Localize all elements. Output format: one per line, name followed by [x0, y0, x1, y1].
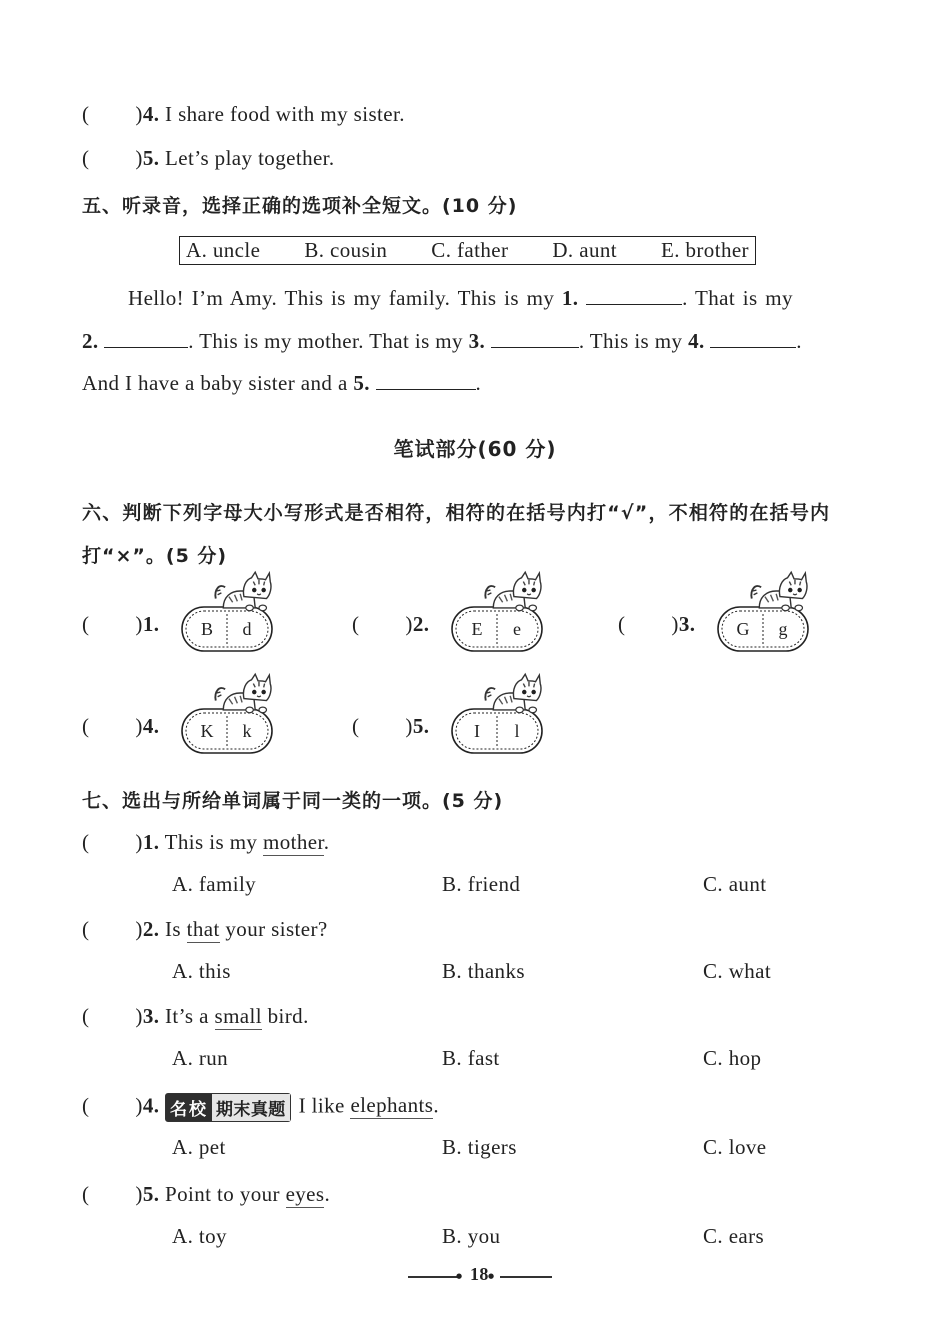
option-b[interactable]: B. fast — [442, 1046, 500, 1070]
footer-rule-left — [408, 1276, 460, 1278]
answer-paren-close: ) — [135, 146, 143, 170]
question-number: 3. — [142, 1004, 160, 1028]
passage-text: . — [475, 371, 482, 395]
underlined-word: mother — [262, 830, 324, 854]
item-number: 5. — [412, 714, 430, 738]
answer-paren-open[interactable]: ( — [82, 146, 90, 170]
letter-lower: l — [514, 721, 520, 741]
letter-upper: E — [471, 619, 483, 639]
letter-lower: k — [242, 721, 252, 741]
tag-school: 名校 — [166, 1094, 212, 1121]
cat-icon — [212, 672, 274, 714]
blank-number: 2. — [82, 329, 99, 353]
option-a[interactable]: A. this — [172, 959, 231, 983]
question-pre: This is my — [164, 830, 263, 854]
item-number: 4. — [142, 714, 160, 738]
blank-number: 3. — [468, 329, 486, 353]
cat-icon — [482, 570, 544, 612]
answer-paren-open[interactable]: ( — [352, 714, 360, 738]
cat-icon — [482, 672, 544, 714]
question-number: 5. — [142, 1182, 160, 1206]
item-number: 2. — [412, 612, 430, 636]
answer-paren-close: ) — [135, 1004, 143, 1028]
option-box — [179, 236, 756, 265]
question-pre: Is — [165, 917, 187, 941]
question-post: your sister? — [219, 917, 328, 941]
question-number: 5. — [142, 146, 160, 170]
question-number: 2. — [142, 917, 160, 941]
blank-number: 5. — [353, 371, 370, 395]
answer-paren-open[interactable]: ( — [352, 612, 360, 636]
option: B. cousin — [304, 238, 388, 262]
question-row — [82, 1004, 309, 1029]
question-row — [82, 146, 335, 171]
question-post: . — [324, 1182, 331, 1206]
cat-icon — [212, 570, 274, 612]
answer-paren-open[interactable]: ( — [82, 830, 90, 854]
option-b[interactable]: B. friend — [442, 872, 521, 896]
answer-paren-open[interactable]: ( — [82, 1182, 90, 1206]
underlined-word: eyes — [285, 1182, 325, 1206]
answer-paren-open[interactable]: ( — [82, 714, 90, 738]
blank-3[interactable] — [491, 327, 579, 348]
option-a[interactable]: A. family — [172, 872, 257, 896]
blank-4[interactable] — [710, 327, 796, 348]
section-title: 六、判断下列字母大小写形式是否相符，相符的在括号内打“√”，不相符的在括号内 — [82, 502, 831, 524]
question-pre: Point to your — [165, 1182, 286, 1206]
option-c[interactable]: C. what — [703, 959, 772, 983]
section-title-cont: 打“×”。(5 分) — [82, 545, 228, 567]
blank-5[interactable] — [376, 369, 476, 390]
letter-item — [352, 714, 429, 739]
question-number: 4. — [142, 102, 160, 126]
letter-item — [82, 714, 159, 739]
underlined-word: that — [186, 917, 220, 941]
exam-tag — [165, 1093, 291, 1122]
answer-paren-close: ) — [135, 830, 143, 854]
letter-upper: B — [200, 619, 213, 639]
answer-paren-open[interactable]: ( — [82, 1093, 90, 1118]
answer-paren-open[interactable]: ( — [82, 102, 90, 126]
question-pre: It’s a — [165, 1004, 215, 1028]
letter-pill — [717, 606, 809, 652]
question-post: . — [323, 830, 330, 854]
tag-final-exam: 期末真题 — [212, 1094, 290, 1121]
passage-text: . This is my mother. That is my — [188, 329, 463, 353]
passage-line-2 — [82, 327, 802, 354]
letter-upper: I — [474, 721, 480, 741]
section-title: 五、听录音，选择正确的选项补全短文。(10 分) — [82, 195, 518, 217]
letter-lower: e — [513, 619, 521, 639]
option-b[interactable]: B. tigers — [442, 1135, 517, 1159]
question-post: . — [433, 1093, 439, 1118]
passage-line-3 — [82, 369, 481, 396]
answer-paren-open[interactable]: ( — [82, 612, 90, 636]
answer-paren-close: ) — [135, 714, 143, 738]
answer-paren-close: ) — [405, 714, 413, 738]
letter-item — [618, 612, 695, 637]
option-c[interactable]: C. love — [703, 1135, 767, 1159]
passage-text: And I have a baby sister and a — [82, 371, 348, 395]
underlined-word: small — [214, 1004, 262, 1028]
option-a[interactable]: A. pet — [172, 1135, 226, 1159]
answer-paren-close: ) — [135, 917, 143, 941]
page-number: 18 — [470, 1264, 489, 1284]
footer-rule-right — [500, 1276, 552, 1278]
letter-upper: G — [736, 619, 750, 639]
letter-pill — [451, 708, 543, 754]
question-row — [82, 102, 405, 127]
letter-pill — [181, 708, 273, 754]
letter-lower: g — [778, 619, 788, 639]
question-pre: I like — [298, 1093, 351, 1118]
question-row — [82, 917, 328, 942]
option-a[interactable]: A. run — [172, 1046, 229, 1070]
option-a[interactable]: A. toy — [172, 1224, 227, 1248]
blank-number: 4. — [688, 329, 705, 353]
option-b[interactable]: B. thanks — [442, 959, 525, 983]
option-c[interactable]: C. aunt — [703, 872, 767, 896]
question-row — [82, 1182, 330, 1207]
passage-text: . This is my — [578, 329, 683, 353]
written-part-title: 笔试部分(60 分) — [393, 437, 557, 461]
answer-paren-close: ) — [405, 612, 413, 636]
letter-pill — [181, 606, 273, 652]
section-title: 七、选出与所给单词属于同一类的一项。(5 分) — [82, 790, 504, 812]
question-text: Let’s play together. — [165, 146, 335, 170]
blank-2[interactable] — [104, 327, 188, 348]
question-number: 4. — [142, 1093, 160, 1118]
answer-paren-close: ) — [135, 102, 143, 126]
question-text: I share food with my sister. — [165, 102, 405, 126]
option: D. aunt — [552, 238, 617, 262]
footer-dot: ● — [488, 1272, 495, 1280]
passage-line-1 — [128, 284, 793, 311]
passage-text: . That is my — [682, 286, 793, 310]
blank-1[interactable] — [586, 284, 682, 305]
option: A. uncle — [186, 238, 261, 262]
answer-paren-open[interactable]: ( — [618, 612, 626, 636]
option: C. father — [431, 238, 509, 262]
answer-paren-open[interactable]: ( — [82, 1004, 90, 1028]
question-row — [82, 1093, 439, 1122]
cat-icon — [748, 570, 810, 612]
option-b[interactable]: B. you — [442, 1224, 501, 1248]
letter-pill — [451, 606, 543, 652]
option: E. brother — [660, 238, 749, 262]
letter-item — [82, 612, 159, 637]
answer-paren-close: ) — [135, 612, 143, 636]
answer-paren-open[interactable]: ( — [82, 917, 90, 941]
question-row — [82, 830, 329, 855]
letter-lower: d — [242, 619, 252, 639]
passage-text: Hello! I’m Amy. This is my family. This is my — [128, 286, 555, 310]
answer-paren-close: ) — [135, 1182, 143, 1206]
item-number: 3. — [678, 612, 696, 636]
item-number: 1. — [142, 612, 160, 636]
blank-number: 1. — [561, 286, 579, 310]
question-post: bird. — [262, 1004, 309, 1028]
passage-text: . — [796, 329, 802, 353]
letter-upper: K — [200, 721, 214, 741]
option-c[interactable]: C. ears — [703, 1224, 765, 1248]
answer-paren-close: ) — [135, 1093, 143, 1118]
question-number: 1. — [142, 830, 160, 854]
underlined-word: elephants — [350, 1093, 434, 1118]
option-c[interactable]: C. hop — [703, 1046, 762, 1070]
footer-dot: ● — [456, 1272, 463, 1280]
answer-paren-close: ) — [671, 612, 679, 636]
letter-item — [352, 612, 429, 637]
